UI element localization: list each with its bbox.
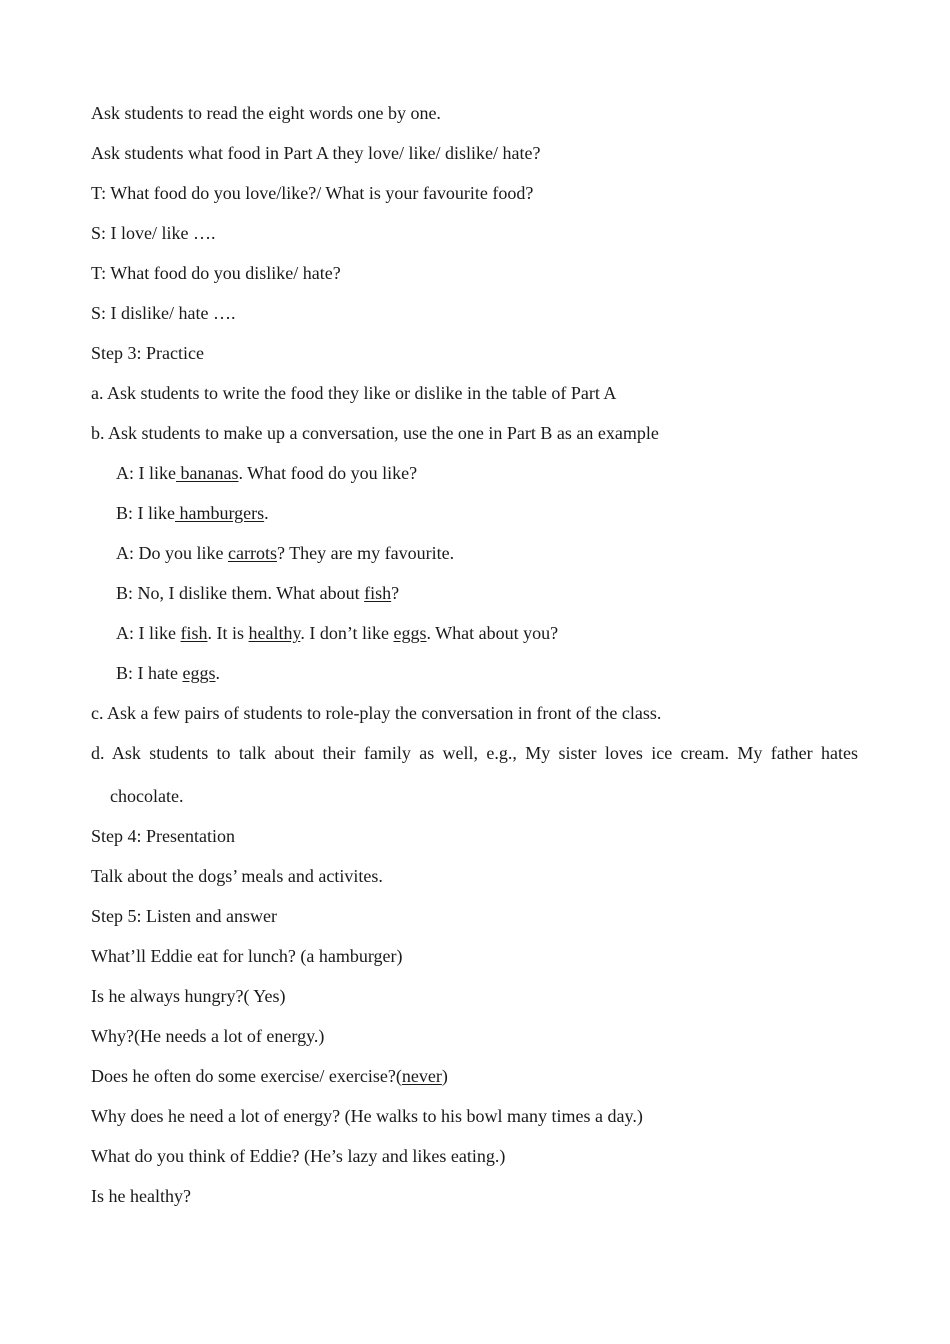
dialogue-line [116, 502, 269, 524]
dialogue-line [116, 582, 399, 604]
question-line: What do you think of Eddie? (He’s lazy and likes eating.) [91, 1146, 506, 1166]
dialogue-line [116, 622, 558, 644]
dialogue-text: . I don’t like [300, 623, 394, 643]
text-line: S: I dislike/ hate …. [91, 303, 236, 323]
dialogue-line [116, 662, 220, 684]
step-heading: Step 4: Presentation [91, 826, 235, 846]
text-line: b. Ask students to make up a conversation, use the one in Part B as an example [91, 423, 659, 443]
question-text: Does he often do some exercise/ exercise?( [91, 1066, 402, 1086]
dialogue-text: ? [391, 583, 400, 603]
dialogue-text: A: I like [116, 463, 176, 483]
dialogue-text: . [215, 663, 220, 683]
underlined-word: eggs [182, 663, 216, 683]
text-line: c. Ask a few pairs of students to role-play the conversation in front of the class. [91, 703, 662, 723]
question-text: ) [441, 1066, 448, 1086]
dialogue-text: B: I like [116, 503, 175, 523]
underlined-word: fish [364, 583, 392, 603]
underlined-word: never [401, 1066, 442, 1086]
dialogue-line [116, 542, 454, 564]
question-line: What’ll Eddie eat for lunch? (a hamburger) [91, 946, 403, 966]
dialogue-text: B: No, I dislike them. What about [116, 583, 365, 603]
question-line: Why?(He needs a lot of energy.) [91, 1026, 325, 1046]
dialogue-text: . What about you? [426, 623, 559, 643]
underlined-word: healthy [248, 623, 301, 643]
dialogue-text: . What food do you like? [238, 463, 418, 483]
underlined-word: eggs [393, 623, 427, 643]
text-line: d. Ask students to talk about their family as well, e.g., My sister loves ice cream. My father hates [91, 743, 858, 763]
text-line: T: What food do you love/like?/ What is your favourite food? [91, 183, 534, 203]
underlined-word: bananas [176, 463, 239, 483]
text-line: S: I love/ like …. [91, 223, 216, 243]
question-line [91, 1065, 448, 1087]
step-heading: Step 3: Practice [91, 343, 204, 363]
dialogue-line [116, 462, 417, 484]
question-line: Is he always hungry?( Yes) [91, 986, 286, 1006]
text-line-continuation: chocolate. [110, 786, 184, 806]
text-line: Ask students what food in Part A they love/ like/ dislike/ hate? [91, 143, 541, 163]
dialogue-text: ? They are my favourite. [276, 543, 455, 563]
underlined-word: carrots [228, 543, 277, 563]
text-line: a. Ask students to write the food they like or dislike in the table of Part A [91, 383, 617, 403]
dialogue-text: A: I like [116, 623, 181, 643]
dialogue-text: A: Do you like [116, 543, 228, 563]
text-line: Ask students to read the eight words one by one. [91, 103, 441, 123]
dialogue-text: . [264, 503, 269, 523]
underlined-word: fish [180, 623, 208, 643]
text-line: Talk about the dogs’ meals and activites. [91, 866, 383, 886]
question-line: Is he healthy? [91, 1186, 191, 1206]
step-heading: Step 5: Listen and answer [91, 906, 277, 926]
question-line: Why does he need a lot of energy? (He walks to his bowl many times a day.) [91, 1106, 643, 1126]
text-line: T: What food do you dislike/ hate? [91, 263, 341, 283]
dialogue-text: B: I hate [116, 663, 183, 683]
dialogue-text: . It is [207, 623, 249, 643]
underlined-word: hamburgers [175, 503, 265, 523]
